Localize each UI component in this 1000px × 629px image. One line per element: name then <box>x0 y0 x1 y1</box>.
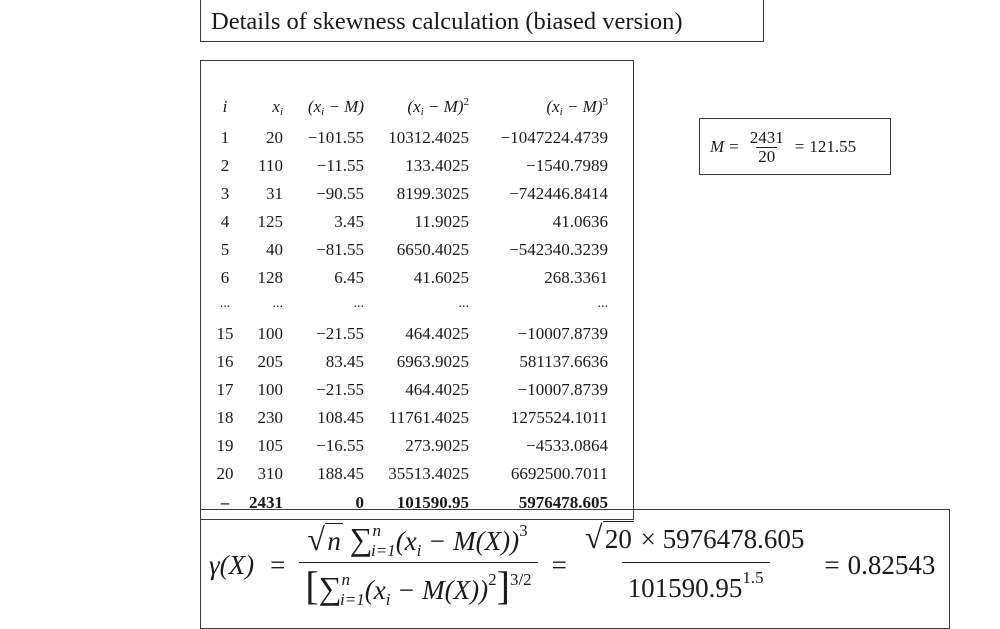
header-dev-sub: i <box>321 106 325 118</box>
cell-sq: 8199.3025 <box>396 184 469 203</box>
cell-x: 20 <box>266 128 283 147</box>
numeric-numerator <box>581 516 810 562</box>
header-sq-rest: − M) <box>423 97 464 116</box>
table-header-row <box>201 93 635 121</box>
cell-sq: 6963.9025 <box>396 352 469 371</box>
cell-cube: 268.3361 <box>544 268 608 287</box>
cell-sq: 11761.4025 <box>388 408 469 427</box>
gamma-symbol: γ(X) <box>209 550 255 580</box>
table-totals-row <box>201 489 635 517</box>
header-dev-open: (x <box>307 97 322 116</box>
cell-cube: −742446.8414 <box>509 184 608 203</box>
mean-formula <box>710 125 856 169</box>
table-row <box>201 460 635 488</box>
cell-sq: 464.4025 <box>405 324 469 343</box>
cell-cube: −10007.8739 <box>517 324 608 343</box>
total-sq: 101590.95 <box>396 493 469 512</box>
table-row <box>201 376 635 404</box>
skewness-result: 0.82543 <box>847 550 936 580</box>
cell-cube: −1540.7989 <box>526 156 608 175</box>
num-term-open: (x <box>395 526 417 556</box>
title-box <box>200 0 764 42</box>
mean-numerator: 2431 <box>749 127 784 147</box>
header-i: i <box>222 97 228 116</box>
header-sq-power: 2 <box>463 96 469 108</box>
cell-i: 1 <box>220 128 230 147</box>
general-fraction <box>299 516 537 609</box>
header-sq-open: (x <box>407 97 421 116</box>
sum-lower: i=1 <box>370 541 396 560</box>
general-numerator <box>303 516 533 562</box>
total-dev: 0 <box>355 493 364 512</box>
table-row <box>201 432 635 460</box>
cell-i: 18 <box>216 408 234 427</box>
cell-i: 3 <box>220 184 230 203</box>
cell-i: 17 <box>216 380 234 399</box>
cell-cube: 41.0636 <box>552 212 608 231</box>
skewness-formula <box>209 516 943 615</box>
cell-i: 5 <box>220 240 230 259</box>
calculation-table <box>200 60 634 520</box>
header-cube-open: (x <box>546 97 560 116</box>
header-deviation-cubed <box>546 93 608 121</box>
sqrt-n <box>309 518 343 564</box>
table-row <box>201 404 635 432</box>
cell-sq: 273.9025 <box>405 436 469 455</box>
cell-sq: 41.6025 <box>413 268 469 287</box>
table-row <box>201 320 635 348</box>
den-sum-symbol: ∑ <box>318 570 342 606</box>
numeric-fraction <box>581 516 810 609</box>
cell-i: 19 <box>216 436 234 455</box>
cell-dev: −90.55 <box>316 184 364 203</box>
header-xi-base: x <box>272 97 280 116</box>
cell-i: 6 <box>220 268 230 287</box>
numeric-sum-squares: 101590.95 <box>627 573 743 603</box>
cell-dev: 83.45 <box>325 352 364 371</box>
header-xi <box>272 93 283 121</box>
cell-sq: 6650.4025 <box>396 240 469 259</box>
cell-dev: 3.45 <box>334 212 364 231</box>
cell-dev: −21.55 <box>316 324 364 343</box>
cell-x: 205 <box>257 352 283 371</box>
header-cube-sub: i <box>559 106 563 118</box>
cell-cube: −4533.0864 <box>526 436 608 455</box>
header-deviation <box>308 93 364 121</box>
sqrt-20-radicand: 20 <box>603 521 634 556</box>
mean-equals: = <box>729 137 739 156</box>
cell-x: 125 <box>257 212 283 231</box>
table-row <box>201 236 635 264</box>
cell-sq: 10312.4025 <box>388 128 469 147</box>
cell-dev: ... <box>353 296 364 311</box>
numeric-denominator <box>622 562 770 609</box>
sqrt-radicand: n <box>325 523 343 558</box>
header-deviation-squared <box>407 93 469 121</box>
mean-fraction <box>748 129 786 166</box>
total-x: 2431 <box>249 493 283 512</box>
header-cube-rest: − M) <box>562 97 603 116</box>
header-dev-rest: − M) <box>324 97 364 116</box>
cell-dev: −101.55 <box>307 128 364 147</box>
cell-dev: 6.45 <box>334 268 364 287</box>
table-row <box>201 124 635 152</box>
page-title: Details of skewness calculation (biased version) <box>211 8 683 35</box>
den-term-sub: i <box>385 590 391 609</box>
numeric-power: 1.5 <box>742 568 764 587</box>
cell-x: 105 <box>257 436 283 455</box>
gamma-equals-3: = <box>824 550 840 580</box>
total-cube: 5976478.605 <box>518 493 608 512</box>
header-sq-sub: i <box>420 106 424 118</box>
cell-dev: 188.45 <box>317 464 364 483</box>
cell-x: 110 <box>258 156 283 175</box>
mean-formula-box <box>699 118 891 175</box>
sqrt-20 <box>587 516 634 562</box>
cell-i: 16 <box>216 352 234 371</box>
bracket-open: [ <box>305 563 319 608</box>
mean-symbol: M <box>710 137 725 156</box>
cell-dev: −11.55 <box>316 156 364 175</box>
cell-cube: ... <box>597 296 608 311</box>
cell-x: 100 <box>257 380 283 399</box>
gamma-lhs <box>209 516 254 615</box>
total-i: – <box>220 493 230 512</box>
num-term-sub: i <box>416 541 422 560</box>
cell-x: 230 <box>257 408 283 427</box>
bracket-close: ] <box>496 563 510 608</box>
cell-dev: 108.45 <box>317 408 364 427</box>
den-sum-lower: i=1 <box>340 590 365 609</box>
cell-x: 31 <box>266 184 283 203</box>
cell-cube: −542340.3239 <box>509 240 608 259</box>
table-row <box>201 180 635 208</box>
cell-i: 15 <box>216 324 234 343</box>
cell-sq: 11.9025 <box>414 212 469 231</box>
cell-sq: ... <box>458 296 469 311</box>
gamma-equals: = <box>270 550 286 580</box>
times-sign: × <box>633 524 663 554</box>
cell-x: ... <box>272 296 283 311</box>
num-term-power: 3 <box>519 521 528 540</box>
general-denominator <box>299 562 537 609</box>
skewness-formula-box <box>200 509 950 629</box>
table-row <box>201 348 635 376</box>
cell-x: 100 <box>257 324 283 343</box>
den-sum-upper: n <box>341 570 350 589</box>
den-power: 3/2 <box>509 570 532 589</box>
sum-upper: n <box>372 521 381 540</box>
den-term-open: (x <box>364 575 386 605</box>
cell-sq: 464.4025 <box>405 380 469 399</box>
cell-cube: −1047224.4739 <box>500 128 608 147</box>
numeric-sum-cubes: 5976478.605 <box>662 524 805 554</box>
gamma-equals-2: = <box>551 550 567 580</box>
cell-i: 2 <box>220 156 230 175</box>
header-cube-power: 3 <box>602 96 608 108</box>
cell-i: ... <box>219 296 231 311</box>
cell-cube: 1275524.1011 <box>510 408 608 427</box>
cell-i: 4 <box>220 212 230 231</box>
cell-cube: −10007.8739 <box>517 380 608 399</box>
cell-cube: 581137.6636 <box>519 352 608 371</box>
cell-sq: 35513.4025 <box>388 464 469 483</box>
mean-equals-2: = <box>794 137 805 156</box>
cell-x: 310 <box>257 464 283 483</box>
cell-dev: −16.55 <box>316 436 364 455</box>
mean-denominator: 20 <box>758 146 776 166</box>
header-xi-sub: i <box>279 106 283 118</box>
sum-symbol: ∑ <box>349 521 373 557</box>
cell-x: 128 <box>257 268 283 287</box>
cell-dev: −21.55 <box>316 380 364 399</box>
num-term-rest: − M(X)) <box>421 526 520 556</box>
table-row-ellipsis <box>201 290 635 318</box>
table-row <box>201 264 635 292</box>
cell-cube: 6692500.7011 <box>510 464 608 483</box>
cell-x: 40 <box>266 240 283 259</box>
den-term-power: 2 <box>488 570 497 589</box>
table-row <box>201 208 635 236</box>
table-row <box>201 152 635 180</box>
cell-sq: 133.4025 <box>405 156 469 175</box>
cell-i: 20 <box>216 464 234 483</box>
cell-dev: −81.55 <box>316 240 364 259</box>
den-term-rest: − M(X)) <box>390 575 489 605</box>
mean-result: 121.55 <box>809 137 857 156</box>
